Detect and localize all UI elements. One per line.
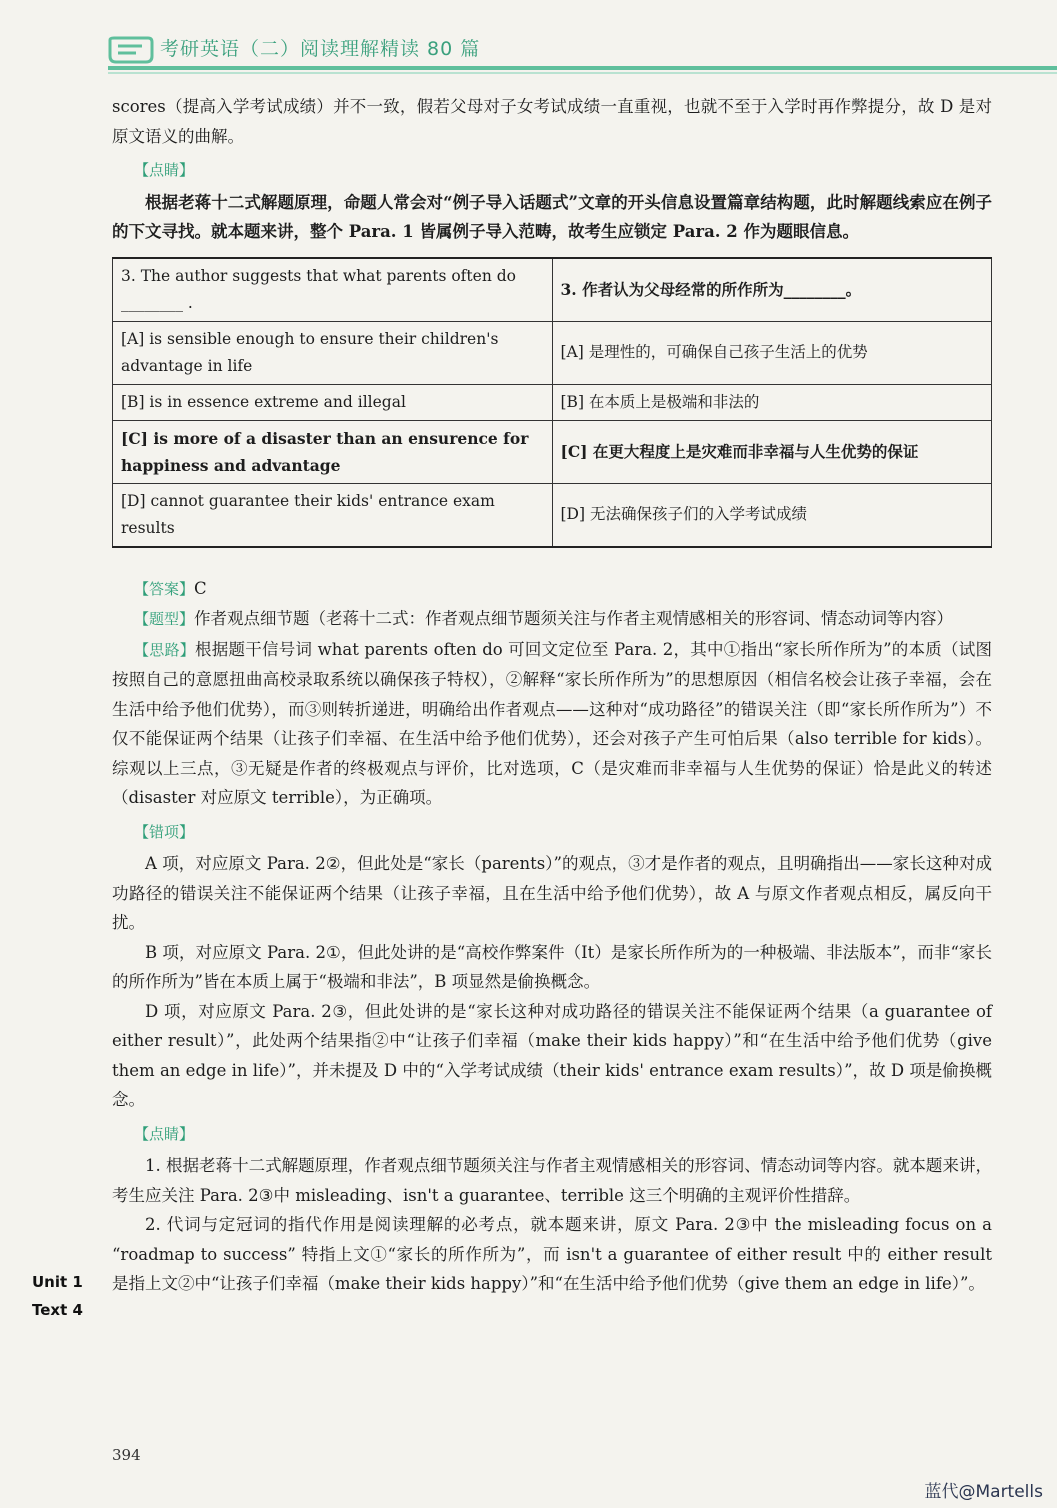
table-row	[113, 258, 992, 322]
question-type	[112, 604, 992, 635]
type-label: 【题型】	[134, 610, 195, 628]
question-table	[112, 257, 992, 548]
option-a-en: [A] is sensible enough to ensure their children's advantage in life	[113, 321, 553, 384]
page-number: 394	[112, 1446, 141, 1464]
header-divider	[108, 66, 1057, 70]
text-label: Text 4	[32, 1301, 83, 1319]
tip-heading	[134, 155, 992, 186]
watermark: 蓝代@Martells	[924, 1482, 1043, 1502]
tip-point-1: 1. 根据老蒋十二式解题原理，作者观点细节题须关注与作者主观情感相关的形容词、情态动词等内容。就本题来讲，考生应关注 Para. 2③中 misleading、isn't a guarantee、terrible 这三个明确的主观评价性措辞。	[112, 1156, 992, 1205]
tip-heading-2	[134, 1119, 992, 1150]
answer-value: C	[194, 578, 207, 598]
wrong-label: 【错项】	[134, 822, 195, 841]
tip-point-2: 2. 代词与定冠词的指代作用是阅读理解的必考点，就本题来讲，原文 Para. 2③中 the misleading focus on a “roadmap to success” 特指上文①“家长的所作所为”，而 isn't a guarantee of either result 中的 either result 是指上文②中“让孩子们幸福（make their kids happy）”和“在生活中给予他们优势（give them an edge in life）”。	[112, 1215, 992, 1293]
header-divider-thin	[108, 72, 1057, 74]
option-b-zh: [B] 在本质上是极端和非法的	[552, 384, 992, 420]
table-row	[113, 483, 992, 547]
page-content	[112, 92, 992, 1299]
page-header	[0, 0, 1057, 78]
option-d-zh: [D] 无法确保孩子们的入学考试成绩	[552, 483, 992, 547]
intro-paragraph: scores（提高入学考试成绩）并不一致，假若父母对子女考试成绩一直重视，也就不至于入学时再作弊提分，故 D 是对原文语义的曲解。	[112, 97, 992, 146]
option-b-en: [B] is in essence extreme and illegal	[113, 384, 553, 420]
option-c-en: [C] is more of a disaster than an ensurence for happiness and advantage	[113, 420, 553, 483]
table-row	[113, 420, 992, 483]
wrong-option-d: D 项，对应原文 Para. 2③，但此处讲的是“家长这种对成功路径的错误关注不能保证两个结果（a guarantee of either result）”，此处两个结果指②中“让孩子们幸福（make their kids happy）”和“在生活中给予他们优势（give them an edge in life）”，并未提及 D 中的“入学考试成绩（their kids' entrance exam results）”，故 D 项是偷换概念。	[112, 1001, 992, 1109]
tip-label-2: 【点睛】	[134, 1124, 195, 1143]
option-d-en: [D] cannot guarantee their kids' entrance exam results	[113, 483, 553, 547]
tip-paragraph: 根据老蒋十二式解题原理，命题人常会对“例子导入话题式”文章的开头信息设置篇章结构题，此时解题线索应在例子的下文寻找。就本题来讲，整个 Para. 1 皆属例子导入范畴，故考生应锁定 Para. 2 作为题眼信息。	[112, 192, 992, 241]
option-a-zh: [A] 是理性的，可确保自己孩子生活上的优势	[552, 321, 992, 384]
answer-label: 【答案】	[134, 579, 195, 598]
option-c-zh: [C] 在更大程度上是灾难而非幸福与人生优势的保证	[552, 420, 992, 483]
wrong-heading	[134, 817, 992, 848]
table-row	[113, 321, 992, 384]
type-text: 作者观点细节题（老蒋十二式：作者观点细节题须关注与作者主观情感相关的形容词、情态动词等内容）	[194, 609, 954, 628]
wrong-option-a: A 项，对应原文 Para. 2②，但此处是“家长（parents）”的观点，③才是作者的观点，且明确指出——家长这种对成功路径的错误关注不能保证两个结果（让孩子幸福，且在生活中给予他们优势），故 A 与原文作者观点相反，属反向干扰。	[112, 854, 992, 932]
answer-line	[134, 574, 992, 605]
question-zh: 3. 作者认为父母经常的所作所为________。	[552, 258, 992, 322]
reasoning	[112, 635, 992, 813]
unit-label: Unit 1	[32, 1273, 83, 1291]
book-logo-icon	[108, 36, 154, 64]
idea-label: 【思路】	[134, 640, 195, 659]
question-en: 3. The author suggests that what parents often do ________ .	[113, 258, 553, 322]
tip-label: 【点睛】	[134, 161, 195, 179]
book-title: 考研英语（二）阅读理解精读 80 篇	[160, 38, 481, 60]
wrong-option-b: B 项，对应原文 Para. 2①，但此处讲的是“高校作弊案件（It）是家长所作所为的一种极端、非法版本”，而非“家长的所作所为”皆在本质上属于“极端和非法”，B 项显然是偷换概念。	[112, 942, 992, 991]
unit-marker	[32, 1268, 83, 1324]
table-row	[113, 384, 992, 420]
idea-text: 根据题干信号词 what parents often do 可回文定位至 Para. 2，其中①指出“家长所作所为”的本质（试图按照自己的意愿扭曲高校录取系统以确保孩子特权），②解释“家长所作所为”的思想原因（相信名校会让孩子幸福，会在生活中给予他们优势），而③则转折递进，明确给出作者观点——这种对“成功路径”的错误关注（即“家长所作所为”）不仅不能保证两个结果（让孩子们幸福、在生活中给予他们优势），还会对孩子产生可怕后果（also terrible for kids）。综观以上三点，③无疑是作者的终极观点与评价，比对选项，C（是灾难而非幸福与人生优势的保证）恰是此义的转述（disaster 对应原文 terrible），为正确项。	[112, 639, 992, 807]
